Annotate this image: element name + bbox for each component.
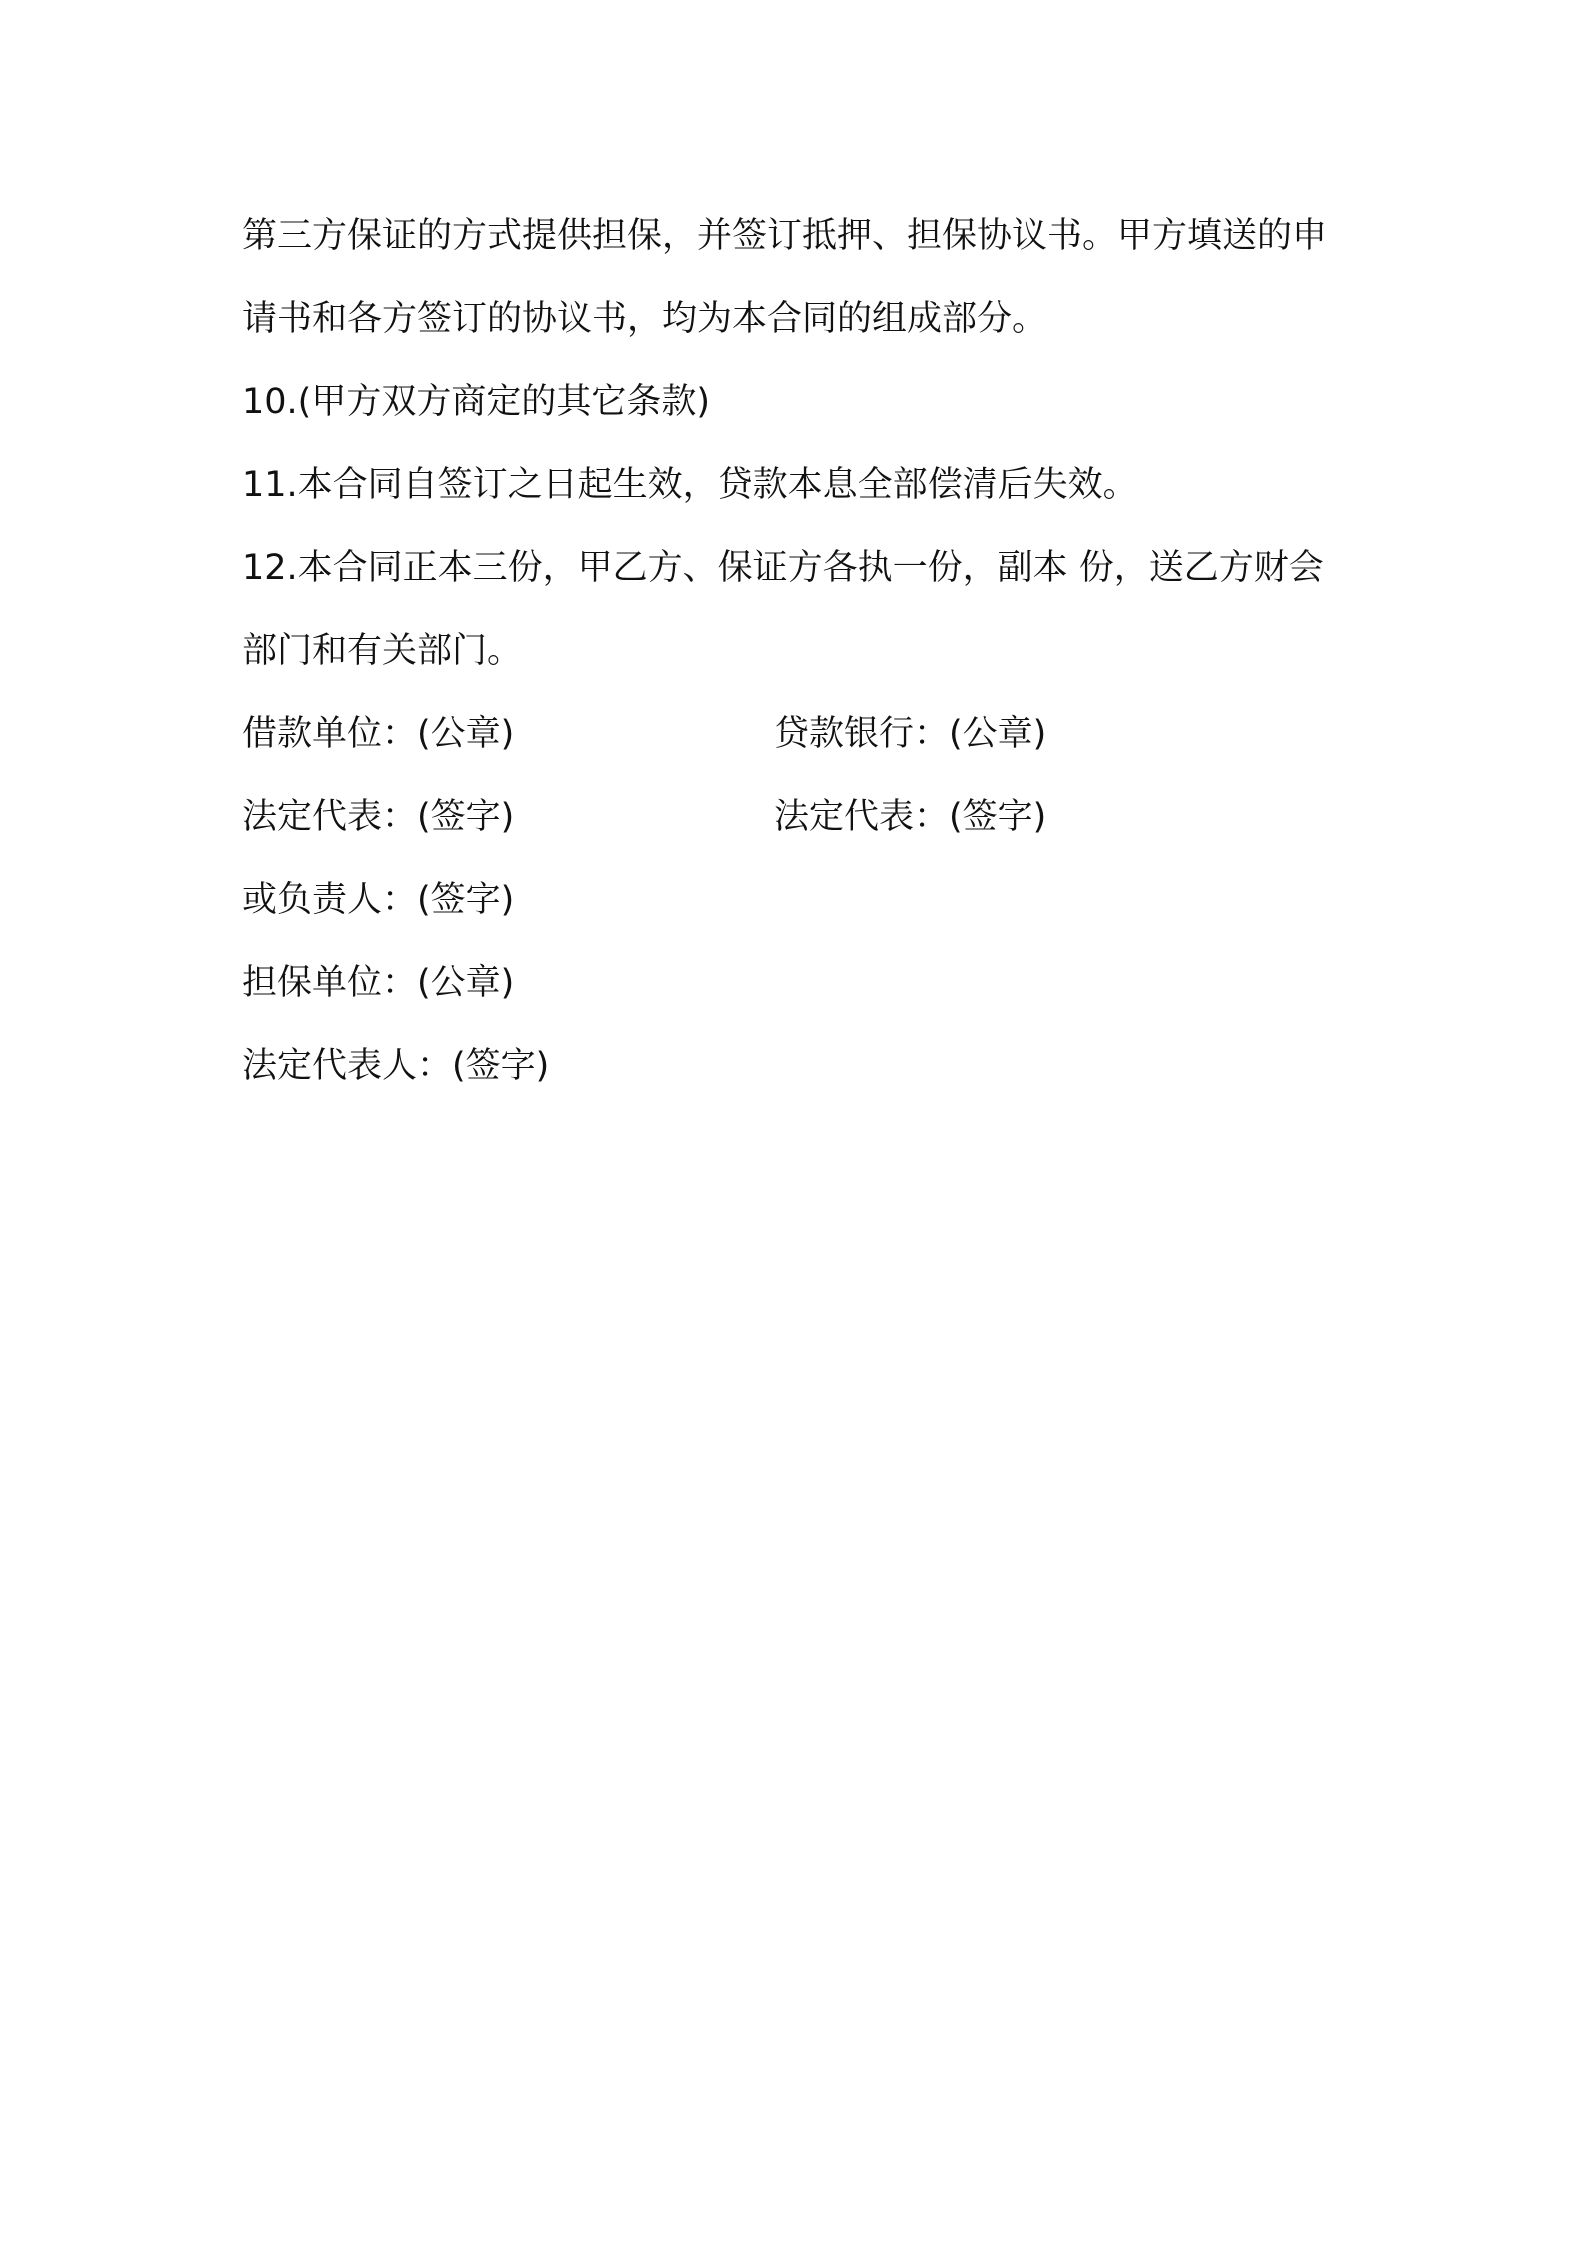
bank-legal-rep-label: 法定代表：(签字) xyxy=(774,797,1047,837)
signature-row-guarantor-rep xyxy=(242,1025,1354,1108)
clause-11: 11.本合同自签订之日起生效，贷款本息全部偿清后失效。 xyxy=(242,465,1138,505)
guarantor-unit-label: 担保单位：(公章) xyxy=(242,963,515,1003)
guarantee-paragraph: 第三方保证的方式提供担保，并签订抵押、担保协议书。甲方填送的申请书和各方签订的协议书，均为本合同的组成部分。 xyxy=(242,216,1328,339)
clause-12: 12.本合同正本三份，甲乙方、保证方各执一份，副本 份，送乙方财会部门和有关部门。 xyxy=(242,548,1324,671)
borrower-unit-label: 借款单位：(公章) xyxy=(242,714,515,754)
guarantor-legal-rep-label: 法定代表人：(签字) xyxy=(242,1046,550,1086)
responsible-person-label: 或负责人：(签字) xyxy=(242,880,515,920)
signature-row-responsible xyxy=(242,859,1354,942)
signature-row-seals xyxy=(242,693,1354,776)
contract-text xyxy=(242,195,1354,1108)
signature-row-guarantor xyxy=(242,942,1354,1025)
borrower-legal-rep-label: 法定代表：(签字) xyxy=(242,797,515,837)
signature-row-legal-reps xyxy=(242,776,1354,859)
clause-10: 10.(甲方双方商定的其它条款) xyxy=(242,382,710,422)
lending-bank-label: 贷款银行：(公章) xyxy=(774,714,1047,754)
